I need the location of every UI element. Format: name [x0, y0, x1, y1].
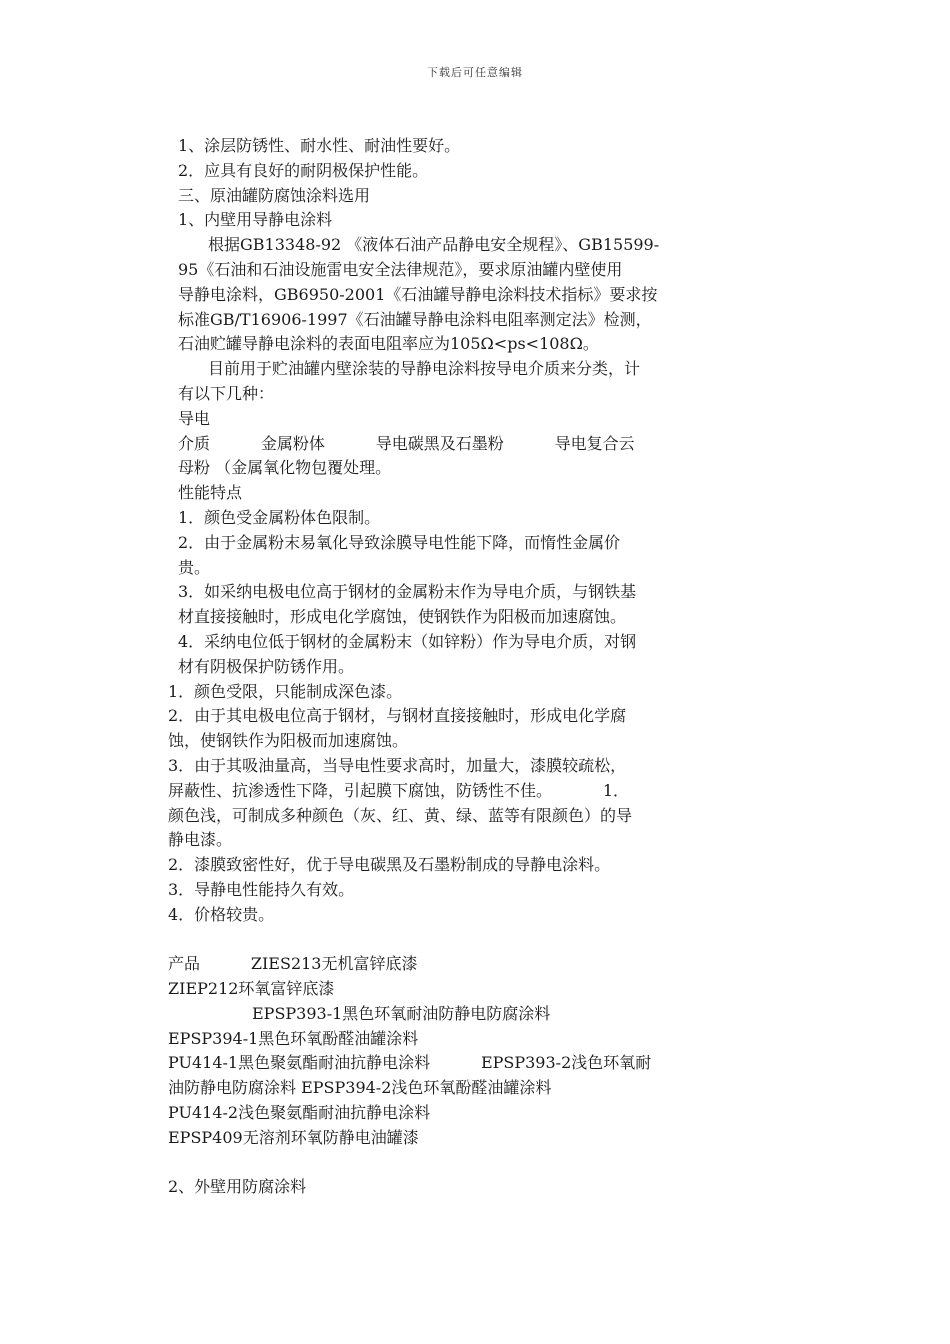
list-item: 3．导静电性能持久有效。: [168, 879, 355, 899]
list-item: 2．由于其电极电位高于钢材，与钢材直接接触时，形成电化学腐: [168, 706, 627, 726]
list-item: 材有阴极保护防锈作用。: [178, 656, 355, 676]
product-line: 油防静电防腐涂料 EPSP394-2浅色环氧酚醛油罐涂料: [168, 1078, 552, 1098]
blank-line: [168, 928, 730, 953]
document-body: [168, 134, 730, 1200]
list-item: 屏蔽性、抗渗透性下降，引起膜下腐蚀，防锈性不佳。 1．: [168, 780, 630, 800]
list-item: 静电漆。: [168, 830, 233, 850]
page-header-note: 下载后可任意编辑: [427, 66, 523, 79]
product-line: EPSP409无溶剂环氧防静电油罐漆: [168, 1127, 419, 1147]
paragraph-line: 有以下几种：: [178, 383, 275, 403]
product-line: EPSP393-1黑色环氧耐油防静电防腐涂料: [252, 1003, 551, 1023]
section-heading: 三、原油罐防腐蚀涂料选用: [178, 185, 371, 205]
table-label: 导电: [178, 408, 211, 428]
product-line: PU414-2浅色聚氨酯耐油抗静电涂料: [168, 1103, 431, 1123]
subsection-heading: 1、内壁用导静电涂料: [178, 210, 333, 230]
paragraph-line: 石油贮罐导静电涂料的表面电阻率应为105Ω<ps<108Ω。: [178, 334, 599, 354]
product-line: PU414-1黑色聚氨酯耐油抗静电涂料 EPSP393-2浅色环氧耐: [168, 1053, 652, 1073]
paragraph-line: 根据GB13348-92 《液体石油产品静电安全规程》、GB15599-: [208, 235, 660, 255]
paragraph-line: 导静电涂料，GB6950-2001《石油罐导静电涂料技术指标》要求按: [178, 284, 658, 304]
list-item: 2．漆膜致密性好，优于导电碳黑及石墨粉制成的导静电涂料。: [168, 855, 611, 875]
list-item: 2．由于金属粉末易氧化导致涂膜导电性能下降，而惰性金属价: [178, 532, 621, 552]
table-label: 性能特点: [178, 483, 243, 503]
paragraph-line: 标准GB/T16906-1997《石油罐导静电涂料电阻率测定法》检测，: [178, 309, 652, 329]
product-line: EPSP394-1黑色环氧酚醛油罐涂料: [168, 1028, 419, 1048]
list-item: 材直接接触时，形成电化学腐蚀，使钢铁作为阳极而加速腐蚀。: [178, 607, 627, 627]
paragraph-line: 95《石油和石油设施雷电安全法律规范》，要求原油罐内壁使用: [178, 259, 623, 279]
list-item: 1．颜色受限，只能制成深色漆。: [168, 681, 403, 701]
list-item: 蚀，使钢铁作为阳极而加速腐蚀。: [168, 731, 409, 751]
list-item: 4．价格较贵。: [168, 904, 275, 924]
paragraph-line: 1、涂层防锈性、耐水性、耐油性要好。: [178, 136, 461, 155]
list-item: 4．采纳电位低于钢材的金属粉末（如锌粉）作为导电介质，对钢: [178, 631, 637, 651]
paragraph-line: 目前用于贮油罐内壁涂装的导静电涂料按导电介质来分类，计: [208, 359, 641, 379]
list-item: 3．如采纳电极电位高于钢材的金属粉末作为导电介质，与钢铁基: [178, 582, 637, 602]
list-item: 3．由于其吸油量高，当导电性要求高时，加量大，漆膜较疏松，: [168, 755, 627, 775]
product-line: 产品 ZIES213无机富锌底漆: [168, 954, 418, 974]
product-line: ZIEP212环氧富锌底漆: [168, 979, 335, 999]
paragraph-line: 2．应具有良好的耐阴极保护性能。: [178, 160, 429, 180]
table-header-row: 介质 金属粉体 导电碳黑及石墨粉 导电复合云: [178, 433, 635, 453]
table-header-row: 母粉 （金属氧化物包覆处理。: [178, 458, 392, 478]
subsection-heading: 2、外壁用防腐涂料: [168, 1177, 307, 1197]
list-item: 贵。: [178, 557, 211, 577]
list-item: 颜色浅，可制成多种颜色（灰、红、黄、绿、蓝等有限颜色）的导: [168, 805, 633, 825]
list-item: 1．颜色受金属粉体色限制。: [178, 507, 381, 527]
blank-line: [168, 1151, 730, 1176]
